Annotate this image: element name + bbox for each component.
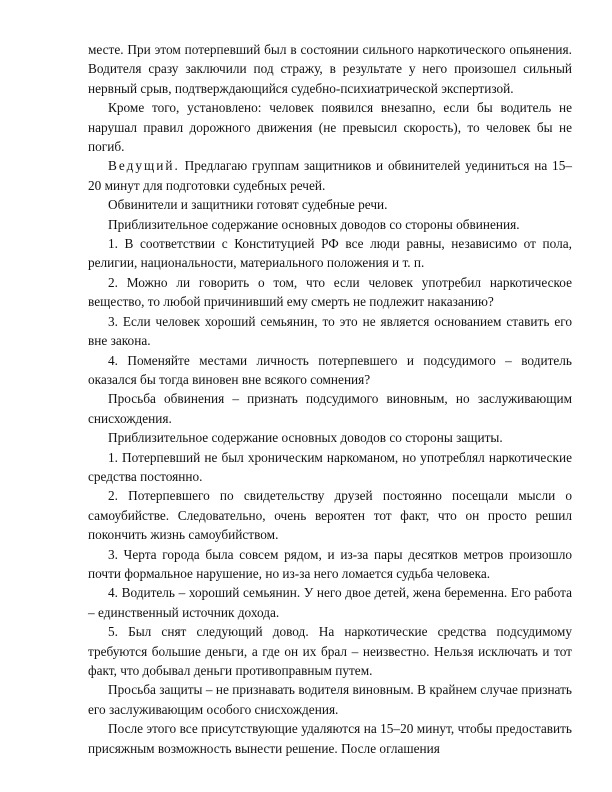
paragraph-prosecution-heading: Приблизительное содержание основных доводов со стороны обвинения. bbox=[108, 216, 520, 232]
paragraph-defense-heading: Приблизительное содержание основных доводов со стороны защиты. bbox=[108, 430, 503, 446]
defense-request: Просьба защиты – не признавать водителя виновным. В крайнем случае признать его заслуживающим особого снисхождения. bbox=[88, 682, 572, 717]
paragraph-host-instruction bbox=[88, 156, 572, 195]
paragraph-jury-deliberation: После этого все присутствующие удаляются на 15–20 минут, чтобы предоставить присяжным возможность вынести решение. После оглашения bbox=[88, 721, 572, 756]
defense-argument-4: 4. Водитель – хороший семьянин. У него двое детей, жена беременна. Его работа – единственный источник дохода. bbox=[88, 585, 572, 620]
defense-argument-3: 3. Черта города была совсем рядом, и из-за пары десятков метров произошло почти формальное нарушение, но из-за него ломается судьба человека. bbox=[88, 546, 572, 581]
host-instruction-text: Предлагаю группам защитников и обвинителей уединиться на 15–20 минут для подготовки судебных речей. bbox=[88, 158, 572, 193]
defense-argument-2: 2. Потерпевшего по свидетельству друзей постоянно посещали мысли о самоубийстве. Следовательно, очень вероятен тот факт, что он просто решил покончить жизнь самоубийством. bbox=[88, 488, 572, 543]
paragraph-case-continuation: месте. При этом потерпевший был в состоянии сильного наркотического опьянения. Водителя сразу заключили под стражу, в результате у него произошел сильный нервный срыв, подтверждающийся судебно-психиатрической экспертизой. bbox=[88, 42, 572, 96]
defense-argument-5: 5. Был снят следующий довод. На наркотические средства подсудимому требуются большие деньги, а где он их брал – неизвестно. Нельзя исключать и тот факт, что добывал деньги противоправным путем. bbox=[88, 624, 572, 678]
prosecution-argument-4: 4. Поменяйте местами личность потерпевшего и подсудимого – водитель оказался бы тогда виновен вне всякого сомнения? bbox=[88, 352, 572, 387]
document-page bbox=[88, 40, 572, 758]
paragraph-preparation: Обвинители и защитники готовят судебные речи. bbox=[108, 197, 388, 213]
speaker-label: Ведущий. bbox=[108, 158, 180, 174]
prosecution-request: Просьба обвинения – признать подсудимого виновным, но заслуживающим снисхождения. bbox=[88, 391, 572, 426]
prosecution-argument-2: 2. Можно ли говорить о том, что если человек употребил наркотическое вещество, то любой причинивший ему смерть не подлежит наказанию? bbox=[88, 274, 572, 310]
paragraph-additional-facts: Кроме того, установлено: человек появился внезапно, если бы водитель не нарушал правил дорожного движения (не превысил скорость), то человек бы не погиб. bbox=[88, 100, 572, 155]
prosecution-argument-1: 1. В соответствии с Конституцией РФ все люди равны, независимо от пола, религии, национальности, материального положения и т. п. bbox=[88, 236, 572, 271]
defense-argument-1: 1. Потерпевший не был хроническим наркоманом, но употреблял наркотические средства постоянно. bbox=[88, 449, 572, 484]
prosecution-argument-3: 3. Если человек хороший семьянин, то это не является основанием ставить его вне закона. bbox=[88, 313, 572, 349]
